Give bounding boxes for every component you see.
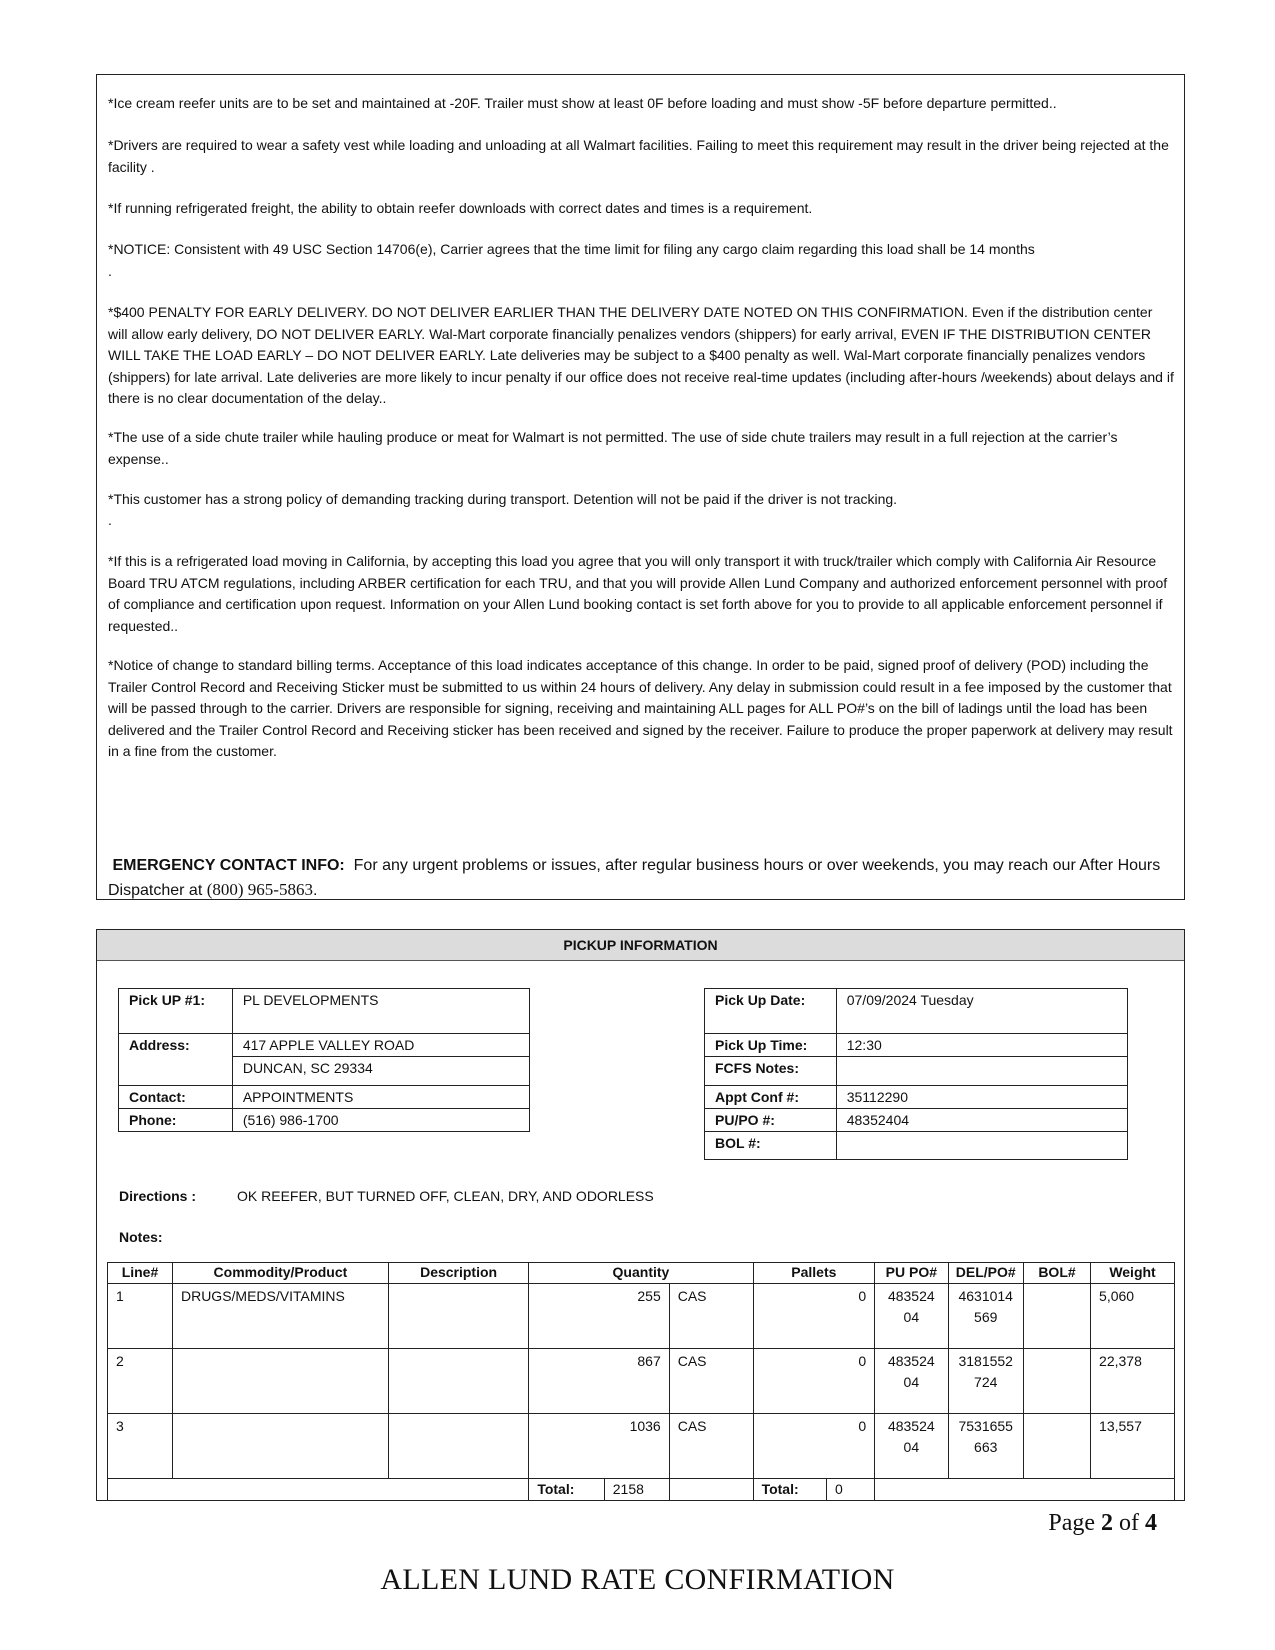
quantity-unit: CAS — [669, 1414, 753, 1479]
notice-side-chute: *The use of a side chute trailer while hauling produce or meat for Walmart is not permitted. The use of side chute trailers may result in a full rejection at the carrier’s expense.. — [108, 429, 1118, 467]
contact-value: APPOINTMENTS — [232, 1086, 529, 1109]
pickup-date-label: Pick Up Date: — [705, 989, 837, 1034]
appt-conf-value: 35112290 — [836, 1086, 1127, 1109]
bol — [1023, 1414, 1090, 1479]
fcfs-label: FCFS Notes: — [705, 1057, 837, 1086]
commodity — [172, 1349, 388, 1414]
notice-billing-terms: *Notice of change to standard billing terms. Acceptance of this load indicates acceptance of this change. In order to be paid, signed proof of delivery (POD) including the Trailer Control Record and Receiving Sticker must be submitted to us within 24 hours of delivery. Any delay in submission could result in a fee imposed by the customer that will be passed through to the carrier. Drivers are responsible for signing, receiving and maintaining ALL pages for ALL PO#’s on the bill of ladings until the load has been delivered and the Trailer Control Record and Receiving sticker has been received and signed by the receiver. Failure to produce the proper paperwork at delivery may result in a fine from the customer. — [108, 657, 1173, 760]
page-total: 4 — [1145, 1510, 1157, 1536]
pickup-date-value: 07/09/2024 Tuesday — [836, 989, 1127, 1034]
description — [388, 1349, 528, 1414]
table-row — [108, 1284, 1175, 1349]
del-po: 7531655 663 — [948, 1414, 1023, 1479]
col-pupo: PU PO# — [875, 1263, 948, 1284]
pupo-label: PU/PO #: — [705, 1109, 837, 1132]
quantity: 255 — [529, 1284, 669, 1349]
contact-label: Contact: — [119, 1086, 233, 1109]
weight: 22,378 — [1091, 1349, 1175, 1414]
total-qty-label: Total: — [529, 1479, 604, 1501]
page-of: of — [1119, 1510, 1139, 1536]
appt-conf-label: Appt Conf #: — [705, 1086, 837, 1109]
pickup-label: Pick UP #1: — [119, 989, 233, 1034]
directions-label: Directions : — [119, 1188, 197, 1204]
fcfs-value — [836, 1057, 1127, 1086]
col-description: Description — [388, 1263, 528, 1284]
commodity — [172, 1414, 388, 1479]
notice-early-delivery-penalty: *$400 PENALTY FOR EARLY DELIVERY. DO NOT DELIVER EARLIER THAN THE DELIVERY DATE NOTED ON THIS CONFIRMATION. Even if the distribution center will allow early delivery, DO NOT DELIVER EARLY. Wal-Mart corporate financially penalizes vendors (shippers) for early arrival, EVEN IF THE DISTRIBUTION CENTER WILL TAKE THE LOAD EARLY – DO NOT DELIVER EARLY. Late deliveries may be subject to a $400 penalty as well. Wal-Mart corporate financially penalizes vendors (shippers) for late arrival. Late deliveries are more likely to incur penalty if our office does not receive real-time updates (including after-hours /weekends) about delays and if there is no clear documentation of the delay.. — [108, 304, 1174, 407]
pu-po: 483524 04 — [875, 1284, 948, 1349]
table-row — [108, 1349, 1175, 1414]
address-label: Address: — [119, 1034, 233, 1057]
quantity: 867 — [529, 1349, 669, 1414]
bol — [1023, 1284, 1090, 1349]
notices-section — [96, 74, 1185, 900]
weight: 5,060 — [1091, 1284, 1175, 1349]
col-line: Line# — [108, 1263, 173, 1284]
page-current: 2 — [1101, 1510, 1113, 1536]
page-number — [1048, 1510, 1157, 1537]
phone-label: Phone: — [119, 1109, 233, 1132]
footer-title: ALLEN LUND RATE CONFIRMATION — [380, 1563, 895, 1596]
directions-row — [119, 1188, 654, 1204]
weight: 13,557 — [1091, 1414, 1175, 1479]
notice-ice-cream: *Ice cream reefer units are to be set and maintained at -20F. Trailer must show at least 0F before loading and must show -5F before departure permitted.. — [108, 95, 1057, 111]
emergency-end: . — [312, 882, 318, 899]
col-pallets: Pallets — [753, 1263, 875, 1284]
pu-po: 483524 04 — [875, 1414, 948, 1479]
quantity-unit: CAS — [669, 1349, 753, 1414]
pickup-time-value: 12:30 — [836, 1034, 1127, 1057]
line-number: 2 — [108, 1349, 173, 1414]
description — [388, 1284, 528, 1349]
total-pallets-value: 0 — [826, 1479, 874, 1501]
notice-safety-vest: *Drivers are required to wear a safety vest while loading and unloading at all Walmart facilities. Failing to meet this requirement may result in the driver being rejected at the facility . — [108, 137, 1169, 175]
pallets: 0 — [753, 1284, 875, 1349]
pallets: 0 — [753, 1414, 875, 1479]
pickup-header: PICKUP INFORMATION — [97, 930, 1184, 961]
notice-dot: . — [108, 263, 112, 279]
phone-value: (516) 986-1700 — [232, 1109, 529, 1132]
emergency-text: For any urgent problems or issues, after regular business hours or over weekends, you may reach our After Hours Dispatcher at — [108, 857, 1161, 899]
total-pallets-label: Total: — [753, 1479, 826, 1501]
line-number: 3 — [108, 1414, 173, 1479]
col-bol: BOL# — [1023, 1263, 1090, 1284]
del-po: 3181552 724 — [948, 1349, 1023, 1414]
pickup-left-table — [118, 988, 530, 1132]
bol-label: BOL #: — [705, 1132, 837, 1160]
col-quantity: Quantity — [529, 1263, 753, 1284]
address-line1: 417 APPLE VALLEY ROAD — [232, 1034, 529, 1057]
address-label-blank — [119, 1057, 233, 1086]
notice-reefer-downloads: *If running refrigerated freight, the ability to obtain reefer downloads with correct dates and times is a requirement. — [108, 200, 813, 216]
notice-california-carb: *If this is a refrigerated load moving in California, by accepting this load you agree that you will only transport it with truck/trailer which comply with California Air Resource Board TRU ATCM regulations, including ARBER certification for each TRU, and that you will provide Allen Lund Company and authorized enforcement personnel with proof of compliance and certification upon request. Information on your Allen Lund booking contact is set forth above for you to provide to all applicable enforcement personnel if requested.. — [108, 553, 1168, 634]
emergency-contact — [108, 854, 1174, 903]
pickup-time-label: Pick Up Time: — [705, 1034, 837, 1057]
description — [388, 1414, 528, 1479]
directions-value: OK REEFER, BUT TURNED OFF, CLEAN, DRY, AND ODORLESS — [237, 1188, 654, 1204]
pickup-right-table — [704, 988, 1128, 1160]
total-qty-blank — [669, 1479, 753, 1501]
totals-blank — [108, 1479, 529, 1501]
pupo-value: 48352404 — [836, 1109, 1127, 1132]
total-qty-value: 2158 — [604, 1479, 669, 1501]
totals-row — [108, 1479, 1175, 1501]
del-po: 4631014 569 — [948, 1284, 1023, 1349]
pickup-information-section — [96, 929, 1185, 1501]
col-commodity: Commodity/Product — [172, 1263, 388, 1284]
bol — [1023, 1349, 1090, 1414]
totals-trailing-blank — [875, 1479, 1175, 1501]
quantity: 1036 — [529, 1414, 669, 1479]
pallets: 0 — [753, 1349, 875, 1414]
notice-dot: . — [108, 512, 112, 528]
emergency-phone: (800) 965-5863 — [206, 880, 313, 899]
bol-value — [836, 1132, 1127, 1160]
notes-label: Notes: — [119, 1229, 163, 1245]
col-weight: Weight — [1091, 1263, 1175, 1284]
commodity-lines-table — [107, 1262, 1175, 1501]
emergency-label: EMERGENCY CONTACT INFO: — [112, 857, 345, 874]
address-line2: DUNCAN, SC 29334 — [232, 1057, 529, 1086]
commodity: DRUGS/MEDS/VITAMINS — [172, 1284, 388, 1349]
table-row — [108, 1414, 1175, 1479]
page-prefix: Page — [1048, 1510, 1095, 1536]
col-delpo: DEL/PO# — [948, 1263, 1023, 1284]
pickup-value: PL DEVELOPMENTS — [232, 989, 529, 1034]
pu-po: 483524 04 — [875, 1349, 948, 1414]
quantity-unit: CAS — [669, 1284, 753, 1349]
notice-cargo-claim: *NOTICE: Consistent with 49 USC Section 14706(e), Carrier agrees that the time limit for filing any cargo claim regarding this load shall be 14 months — [108, 241, 1035, 257]
notice-tracking: *This customer has a strong policy of demanding tracking during transport. Detention will not be paid if the driver is not tracking. — [108, 491, 898, 507]
line-number: 1 — [108, 1284, 173, 1349]
